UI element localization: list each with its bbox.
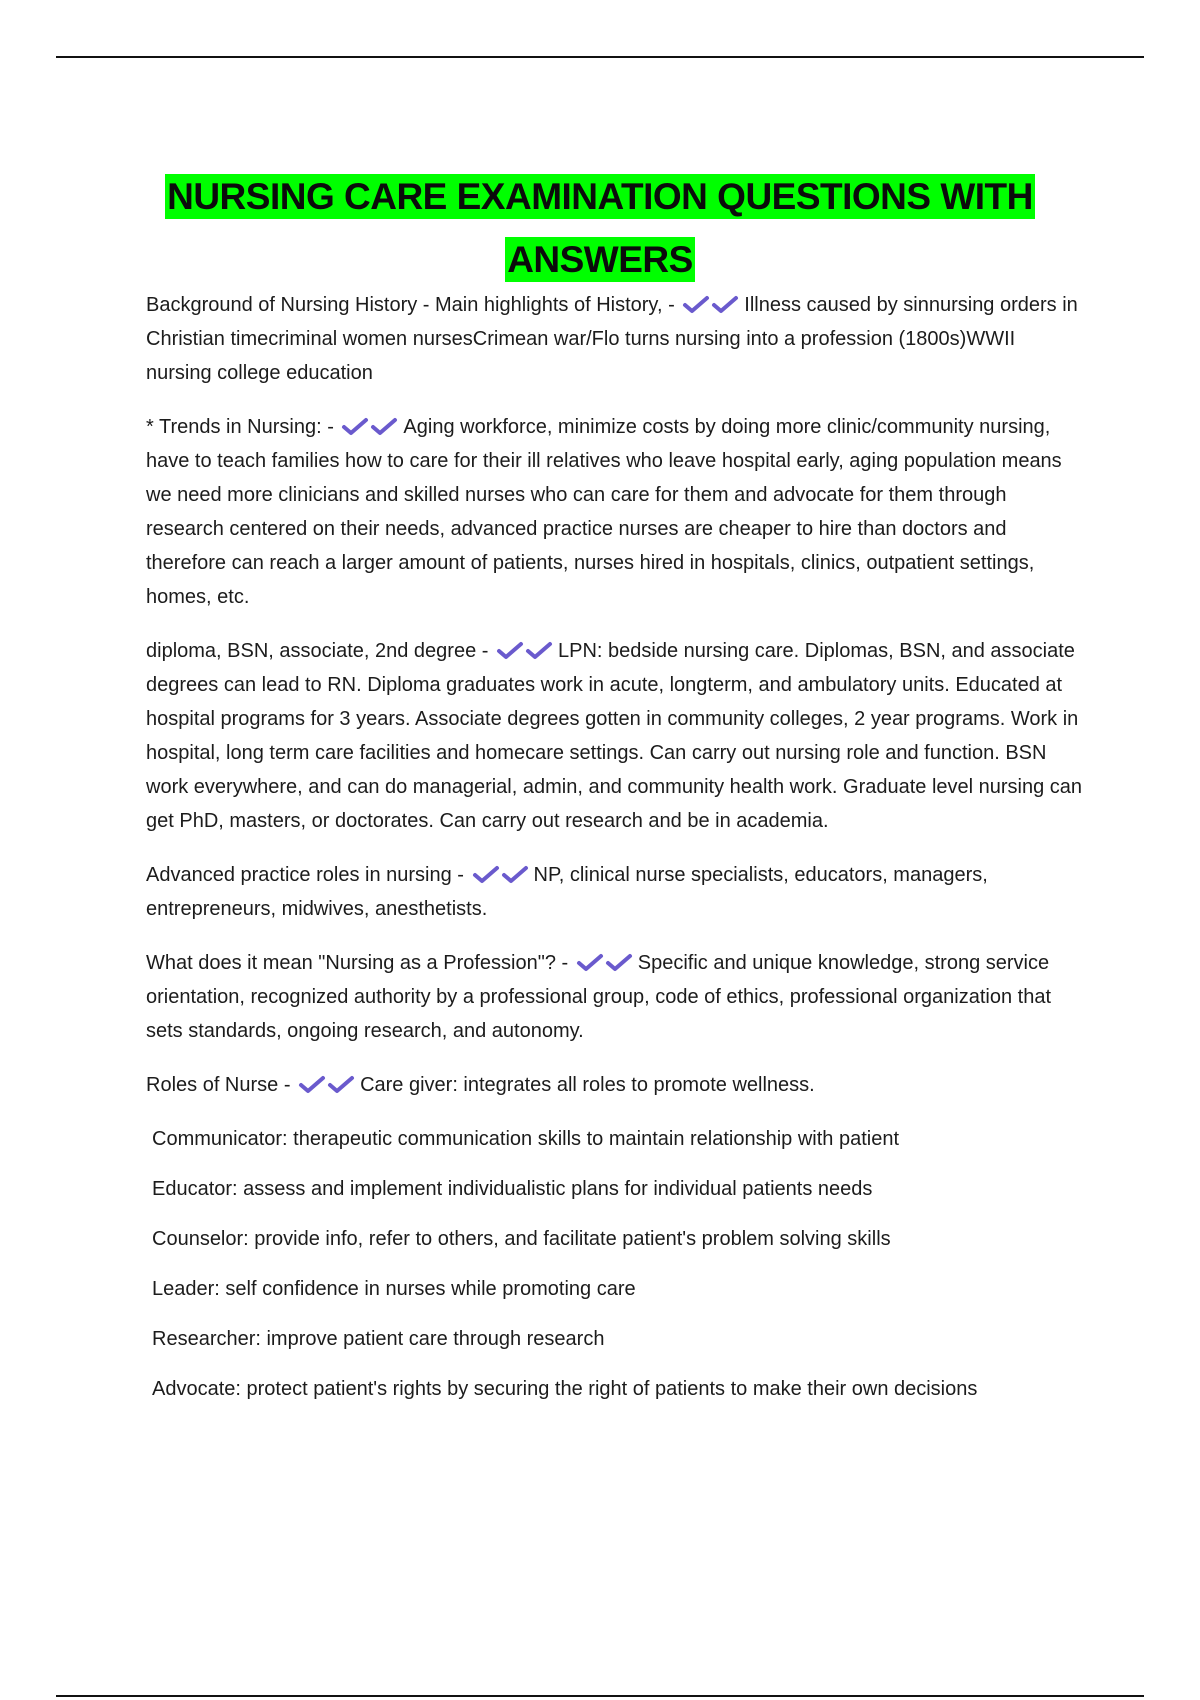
qa-list	[146, 288, 1086, 1422]
title-line-2: ANSWERS	[507, 238, 693, 280]
qa-question: What does it mean "Nursing as a Profession"?	[146, 952, 556, 974]
qa-answer: Aging workforce, minimize costs by doing more clinic/community nursing, have to teach families how to care for their ill relatives who leave hospital early, aging population means we need more clinicians and skilled nurses who can care for them and advocate for them through research centered on their needs, advanced practice nurses are cheaper to hire than doctors and therefore can reach a larger amount of patients, nurses hired in hospitals, clinics, outpatient settings, homes, etc.	[146, 416, 1062, 608]
double-check-icon	[472, 864, 530, 884]
qa-question: Roles of Nurse	[146, 1074, 279, 1096]
qa-answer: Care giver: integrates all roles to promote wellness.	[360, 1074, 815, 1096]
double-check-icon	[341, 416, 399, 436]
bottom-rule	[56, 1695, 1144, 1697]
qa-question: diploma, BSN, associate, 2nd degree	[146, 640, 477, 662]
qa-question: * Trends in Nursing:	[146, 416, 322, 438]
title-line-1: NURSING CARE EXAMINATION QUESTIONS WITH	[167, 175, 1033, 217]
role-item-counselor: Counselor: provide info, refer to others, and facilitate patient's problem solving skills	[152, 1228, 891, 1250]
role-item-researcher: Researcher: improve patient care through research	[152, 1328, 605, 1350]
top-rule	[56, 56, 1144, 58]
double-check-icon	[682, 294, 740, 314]
document-title	[150, 165, 1050, 291]
qa-question: Background of Nursing History - Main highlights of History,	[146, 294, 663, 316]
role-item-communicator: Communicator: therapeutic communication skills to maintain relationship with patient	[152, 1128, 900, 1150]
role-item-advocate: Advocate: protect patient's rights by securing the right of patients to make their own decisions	[152, 1378, 978, 1400]
qa-item: What does it mean "Nursing as a Profession"? - Specific and unique knowledge, strong service orientation, recognized authority by a professional group, code of ethics, professional organization that sets standards, ongoing research, and autonomy.	[146, 952, 1051, 1042]
role-item-leader: Leader: self confidence in nurses while promoting care	[152, 1278, 636, 1300]
qa-answer: LPN: bedside nursing care. Diplomas, BSN, and associate degrees can lead to RN. Diploma graduates work in acute, longterm, and ambulatory units. Educated at hospital programs for 3 years. Associate degrees gotten in community colleges, 2 year programs. Work in hospital, long term care facilities and homecare settings. Can carry out nursing role and function. BSN work everywhere, and can do managerial, admin, and community health work. Graduate level nursing can get PhD, masters, or doctorates. Can carry out research and be in academia.	[146, 640, 1083, 832]
qa-item: * Trends in Nursing: - Aging workforce, minimize costs by doing more clinic/community nursing, have to teach families how to care for their ill relatives who leave hospital early, aging population means we need more clinicians and skilled nurses who can care for them and advocate for them through research centered on their needs, advanced practice nurses are cheaper to hire than doctors and therefore can reach a larger amount of patients, nurses hired in hospitals, clinics, outpatient settings, homes, etc.	[146, 416, 1062, 608]
qa-item: Roles of Nurse - Care giver: integrates all roles to promote wellness.	[146, 1074, 815, 1096]
qa-answer: Specific and unique knowledge, strong service orientation, recognized authority by a professional group, code of ethics, professional organization that sets standards, ongoing research, and autonomy.	[146, 952, 1051, 1042]
qa-item: Background of Nursing History - Main highlights of History, - Illness caused by sinnursing orders in Christian timecriminal women nursesCrimean war/Flo turns nursing into a profession (1800s)WWII nursing college education	[146, 294, 1078, 384]
double-check-icon	[576, 952, 634, 972]
qa-item: diploma, BSN, associate, 2nd degree - LPN: bedside nursing care. Diplomas, BSN, and associate degrees can lead to RN. Diploma graduates work in acute, longterm, and ambulatory units. Educated at hospital programs for 3 years. Associate degrees gotten in community colleges, 2 year programs. Work in hospital, long term care facilities and homecare settings. Can carry out nursing role and function. BSN work everywhere, and can do managerial, admin, and community health work. Graduate level nursing can get PhD, masters, or doctorates. Can carry out research and be in academia.	[146, 640, 1083, 832]
qa-item: Advanced practice roles in nursing - NP, clinical nurse specialists, educators, managers, entrepreneurs, midwives, anesthetists.	[146, 864, 988, 920]
qa-question: Advanced practice roles in nursing	[146, 864, 452, 886]
double-check-icon	[298, 1074, 356, 1094]
qa-answer: Illness caused by sinnursing orders in Christian timecriminal women nursesCrimean war/Flo turns nursing into a profession (1800s)WWII nursing college education	[146, 294, 1078, 384]
qa-answer: NP, clinical nurse specialists, educators, managers, entrepreneurs, midwives, anesthetists.	[146, 864, 988, 920]
double-check-icon	[496, 640, 554, 660]
role-item-educator: Educator: assess and implement individualistic plans for individual patients needs	[152, 1178, 873, 1200]
